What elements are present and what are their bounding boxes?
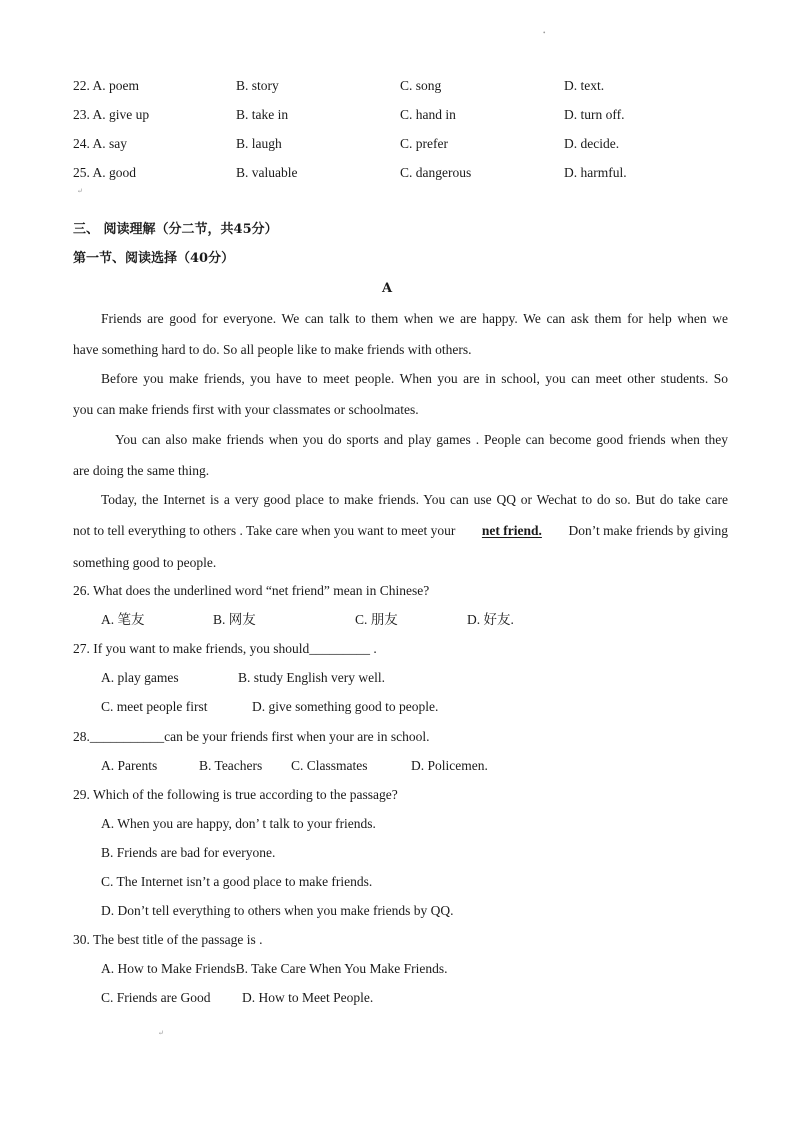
option-b: B. Friends are bad for everyone. bbox=[101, 845, 276, 860]
option-c: C. 朋友 bbox=[355, 612, 398, 627]
option-c: C. prefer bbox=[400, 136, 448, 151]
question-23-row bbox=[73, 105, 733, 125]
question-30-stem: 30. The best title of the passage is . bbox=[73, 932, 263, 947]
passage-text: not to tell everything to others . Take care when you want to meet your bbox=[73, 523, 456, 538]
option-d: D. Policemen. bbox=[411, 758, 488, 773]
option-c: C. meet people first bbox=[101, 699, 208, 714]
option-d: D. How to Meet People. bbox=[242, 990, 374, 1005]
passage-label: A bbox=[382, 281, 393, 296]
passage-text: Don’t make friends by giving bbox=[568, 523, 728, 538]
passage-line: Friends are good for everyone. We can talk to them when we are happy. We can ask them for help when we bbox=[101, 311, 728, 326]
option-c: C. hand in bbox=[400, 107, 456, 122]
passage-line: are doing the same thing. bbox=[73, 463, 210, 478]
passage-line: have something hard to do. So all people like to make friends with others. bbox=[73, 342, 472, 357]
option-c: C. song bbox=[400, 78, 442, 93]
passage-line bbox=[73, 521, 728, 541]
option-c: C. The Internet isn’t a good place to make friends. bbox=[101, 874, 373, 889]
option-a: A. play games bbox=[101, 670, 179, 685]
passage-line: You can also make friends when you do sports and play games . People can become good friends when they bbox=[115, 432, 728, 447]
option-d: D. text. bbox=[564, 78, 605, 93]
option-b: B. valuable bbox=[236, 165, 298, 180]
option-a: 22. A. poem bbox=[73, 78, 139, 93]
passage-line: Before you make friends, you have to meet people. When you are in school, you can meet other students. So bbox=[101, 371, 728, 386]
option-c: C. Friends are Good bbox=[101, 990, 211, 1005]
option-b: B. laugh bbox=[236, 136, 282, 151]
option-b: B. 网友 bbox=[213, 612, 256, 627]
option-a: 25. A. good bbox=[73, 165, 137, 180]
passage-line: Today, the Internet is a very good place to make friends. You can use QQ or Wechat to do so. But do take care bbox=[101, 492, 728, 507]
question-28-stem: 28.___________can be your friends first when your are in school. bbox=[73, 729, 430, 744]
underlined-term: net friend. bbox=[481, 523, 542, 538]
option-d: D. give something good to people. bbox=[252, 699, 439, 714]
option-c: C. dangerous bbox=[400, 165, 472, 180]
footer-mark: ↵ bbox=[158, 1029, 164, 1037]
passage-line: you can make friends first with your classmates or schoolmates. bbox=[73, 402, 419, 417]
question-29-stem: 29. Which of the following is true according to the passage? bbox=[73, 787, 398, 802]
option-c: C. Classmates bbox=[291, 758, 368, 773]
option-b: B. study English very well. bbox=[238, 670, 385, 685]
option-a: A. Parents bbox=[101, 758, 158, 773]
question-27-stem: 27. If you want to make friends, you should_________ . bbox=[73, 641, 377, 656]
section-title: 三、 阅读理解（分二节，共45分） bbox=[73, 222, 278, 237]
option-d: D. decide. bbox=[564, 136, 620, 151]
option-b: B. story bbox=[236, 78, 279, 93]
option-b: B. take in bbox=[236, 107, 289, 122]
option-a: 24. A. say bbox=[73, 136, 127, 151]
option-a: A. When you are happy, don’ t talk to your friends. bbox=[101, 816, 376, 831]
question-24-row bbox=[73, 134, 733, 154]
header-dot: • bbox=[543, 29, 546, 37]
option-a: A. 笔友 bbox=[101, 612, 145, 627]
option-d: D. Don’t tell everything to others when you make friends by QQ. bbox=[101, 903, 454, 918]
subsection-title: 第一节、阅读选择（40分） bbox=[73, 251, 235, 266]
option-a: 23. A. give up bbox=[73, 107, 150, 122]
option-ab: A. How to Make FriendsB. Take Care When You Make Friends. bbox=[101, 961, 448, 976]
option-d: D. 好友. bbox=[467, 612, 514, 627]
question-25-row bbox=[73, 163, 733, 183]
passage-line: something good to people. bbox=[73, 555, 217, 570]
question-26-stem: 26. What does the underlined word “net friend” mean in Chinese? bbox=[73, 583, 430, 598]
paragraph-mark: ↵ bbox=[77, 187, 83, 195]
option-d: D. turn off. bbox=[564, 107, 625, 122]
option-d: D. harmful. bbox=[564, 165, 627, 180]
question-22-row bbox=[73, 76, 733, 96]
option-b: B. Teachers bbox=[199, 758, 263, 773]
